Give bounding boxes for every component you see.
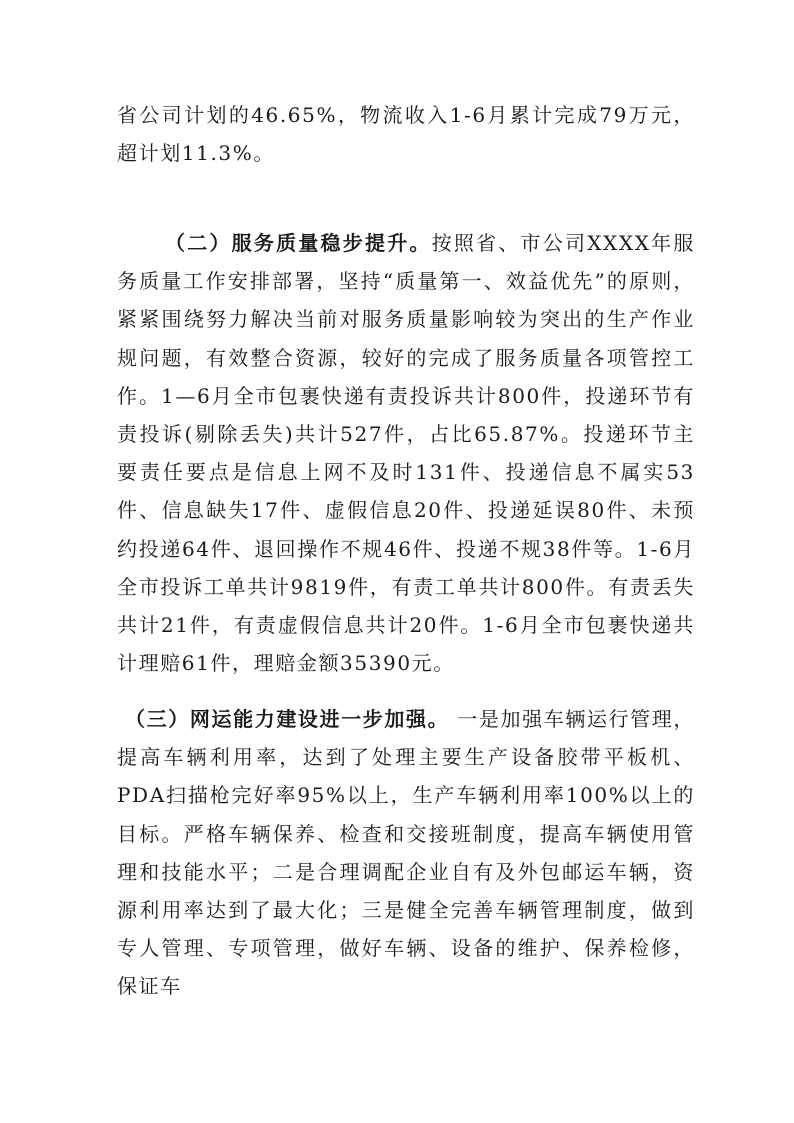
section-heading-network-capacity: （三）网运能力建设进一步加强。 bbox=[125, 707, 450, 731]
paragraph-body: 省公司计划的46.65%，物流收入1-6月累计完成79万元，超计划11.3%。 bbox=[117, 103, 695, 166]
paragraph-body: 按照省、市公司XXXX年服务质量工作安排部署，坚持“质量第一、效益优先”的原则，紧紧围绕努力解决当前对服务质量影响较为突出的生产作业规问题，有效整合资源，较好的完成了服务质量各项管控工作。1—6月全市包裹快递有责投诉共计800件，投递环节有责投诉(剔除丢失)共计527件，占比65.87%。投递环节主要责任要点是信息上网不及时131件、投递信息不属实53件、信息缺失17件、虚假信息20件、投递延误80件、未预约投递64件、退回操作不规46件、投递不规38件等。1-6月全市投诉工单共计9819件，有责工单共计800件。有责丢失共计21件，有责虚假信息共计20件。1-6月全市包裹快递共计理赔61件，理赔金额35390元。 bbox=[117, 231, 695, 676]
paragraph-service-quality bbox=[117, 224, 695, 682]
paragraph-network-capacity bbox=[117, 700, 695, 1006]
paragraph-body: 一是加强车辆运行管理，提高车辆利用率，达到了处理主要生产设备胶带平板机、PDA扫描枪完好率95%以上，生产车辆利用率100%以上的目标。严格车辆保养、检查和交接班制度，提高车辆使用管理和技能水平；二是合理调配企业自有及外包邮运车辆，资源利用率达到了最大化；三是健全完善车辆管理制度，做到专人管理、专项管理，做好车辆、设备的维护、保养检修，保证车 bbox=[117, 707, 696, 999]
paragraph-revenue-summary bbox=[117, 96, 695, 172]
section-heading-service-quality: （二）服务质量稳步提升。 bbox=[165, 231, 432, 255]
